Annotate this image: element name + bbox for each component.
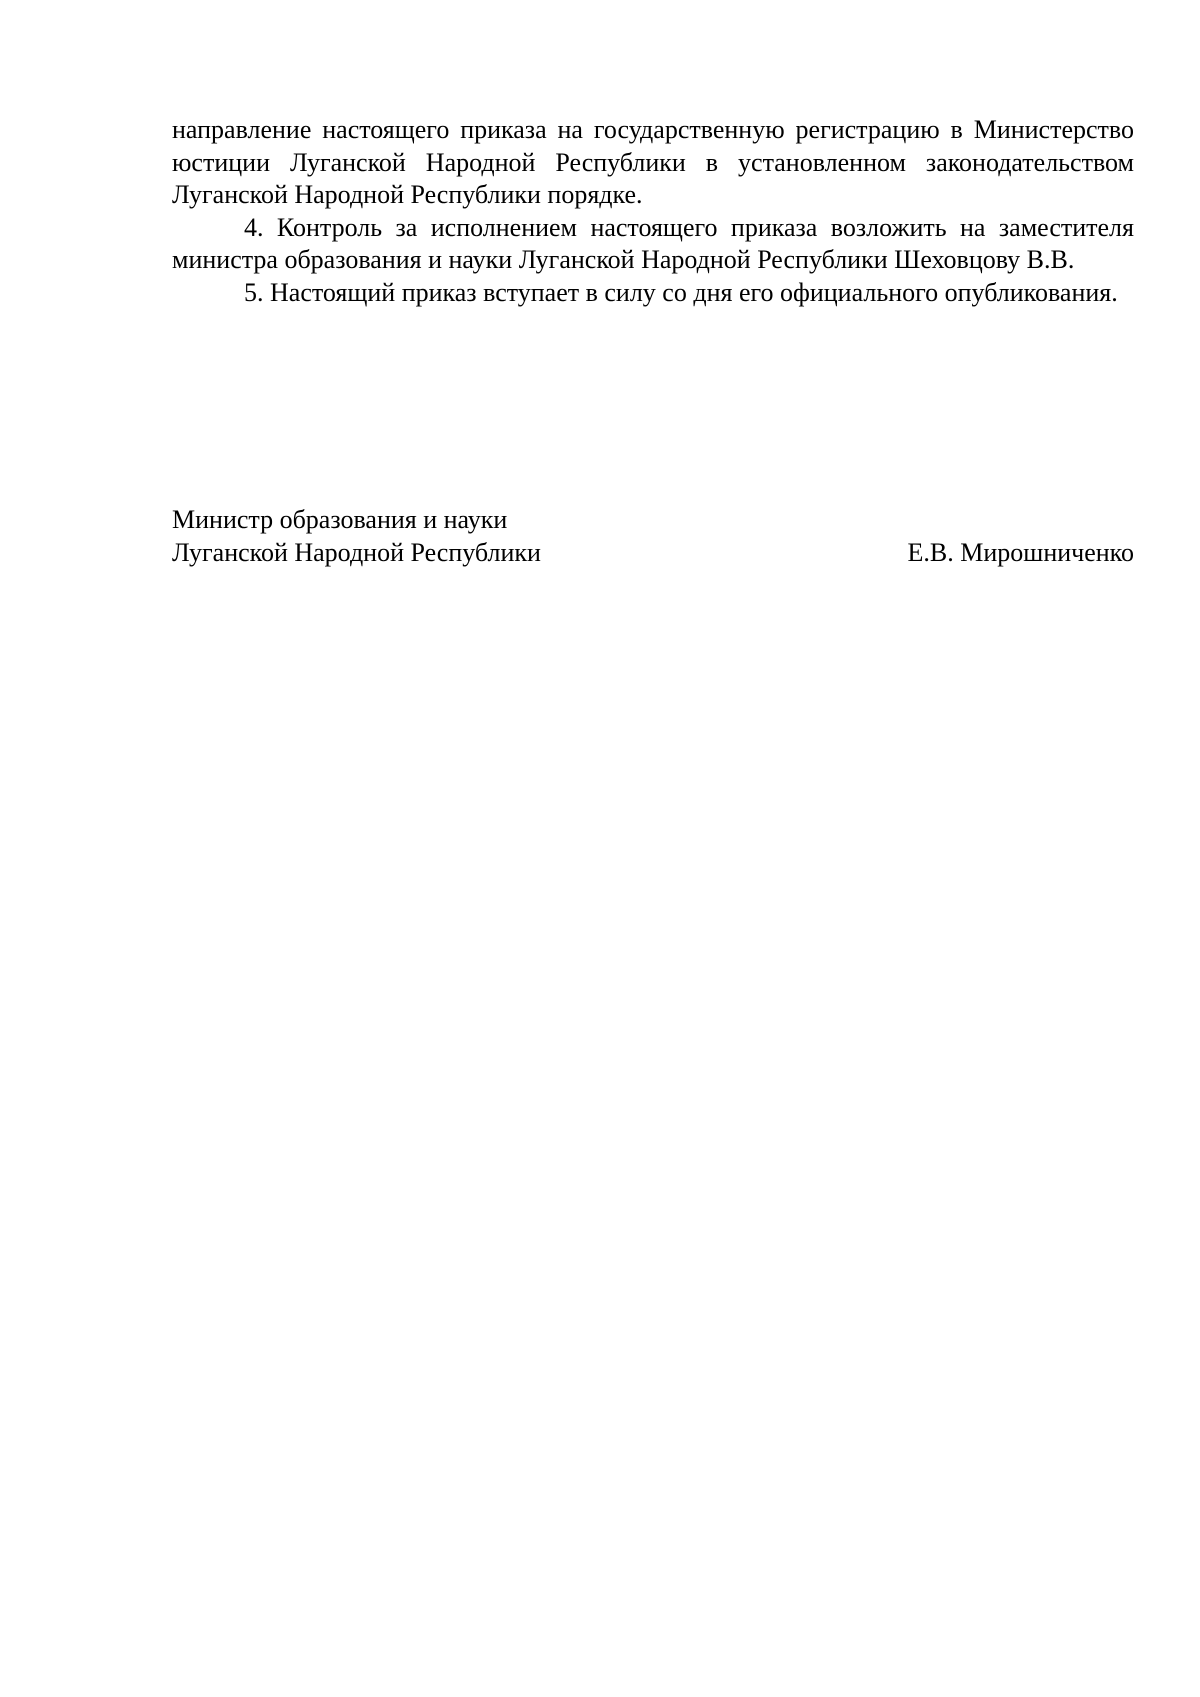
signature-position-line-1 xyxy=(172,504,1134,537)
signature-block xyxy=(172,504,1134,569)
signature-position-line-2 xyxy=(172,537,1134,570)
document-body xyxy=(172,114,1134,309)
paragraph-item-5: 5. Настоящий приказ вступает в силу со дня его официального опубликования. xyxy=(244,277,1118,307)
signer-name: Е.В. Мирошниченко xyxy=(907,537,1134,567)
signer-organization: Луганской Народной Республики xyxy=(172,537,541,567)
paragraph-item-4: 4. Контроль за исполнением настоящего приказа возложить на заместителя министра образования и науки Луганской Народной Республики Шеховцову В.В. xyxy=(172,212,1134,274)
signer-position-title: Министр образования и науки xyxy=(172,505,508,534)
paragraph-continuation: направление настоящего приказа на государственную регистрацию в Министерство юстиции Луганской Народной Республики в установленном законодательством Луганской Народной Республики порядке. xyxy=(172,115,1134,209)
